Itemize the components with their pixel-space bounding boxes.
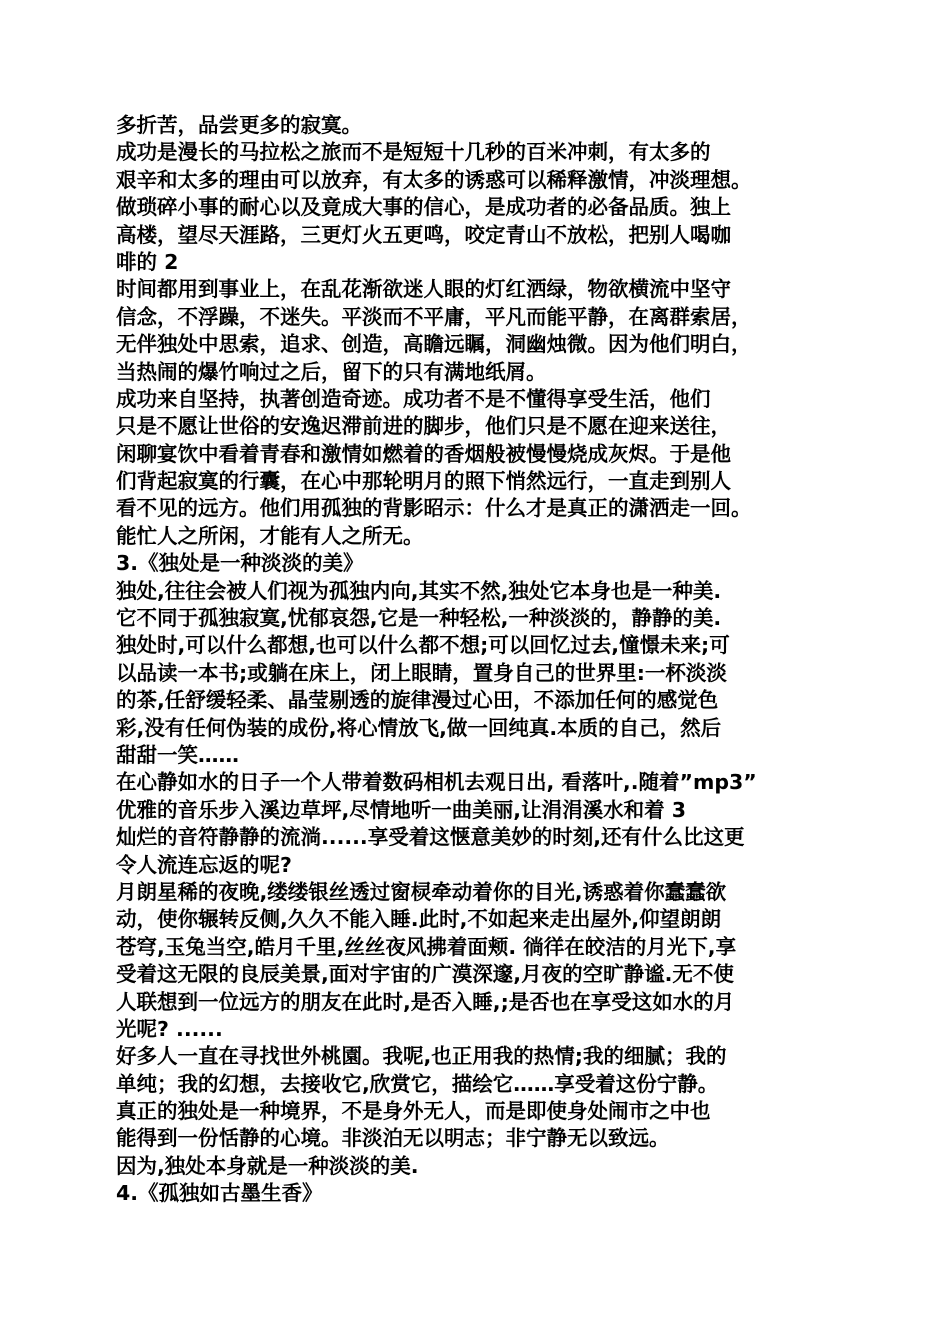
- text-line: 能得到一份恬静的心境。非淡泊无以明志；非宁静无以致远。: [116, 1126, 670, 1151]
- text-line: 的茶,任舒缓轻柔、晶莹剔透的旋律漫过心田，不添加任何的感觉色: [116, 688, 719, 713]
- text-line: 动，使你辗转反侧,久久不能入睡.此时,不如起来走出屋外,仰望朗朗: [116, 907, 722, 932]
- text-line: 无伴独处中思索，追求、创造，高瞻远瞩，洞幽烛微。因为他们明白，: [116, 332, 752, 357]
- text-line: 当热闹的爆竹响过之后，留下的只有满地纸屑。: [116, 359, 547, 384]
- text-line: 甜甜一笑……: [116, 742, 239, 767]
- text-line: 月朗星稀的夜晚,缕缕银丝透过窗棂牵动着你的目光,诱惑着你蠢蠢欲: [116, 879, 727, 904]
- text-line: 们背起寂寞的行囊，在心中那轮明月的照下悄然远行，一直走到别人: [116, 469, 731, 494]
- text-line: 只是不愿让世俗的安逸迟滞前进的脚步，他们只是不愿在迎来送往，: [116, 414, 731, 439]
- text-line: 时间都用到事业上，在乱花渐欲迷人眼的灯红洒绿，物欲横流中坚守: [116, 277, 731, 302]
- section-heading: 4.《孤独如古墨生香》: [116, 1181, 323, 1206]
- text-line: 人联想到一位远方的朋友在此时,是否入睡,;是否也在享受这如水的月: [116, 989, 735, 1014]
- text-line: 令人流连忘返的呢?: [116, 852, 292, 877]
- text-line: 优雅的音乐步入溪边草坪,尽情地听一曲美丽,让涓涓溪水和着 3: [116, 797, 686, 822]
- text-line: 光呢? ......: [116, 1016, 223, 1041]
- text-line: 单纯；我的幻想，去接收它,欣赏它，描绘它……享受着这份宁静。: [116, 1071, 719, 1096]
- text-line: 独处时,可以什么都想,也可以什么都不想;可以回忆过去,憧憬未来;可: [116, 633, 730, 658]
- document-page: [116, 112, 846, 1208]
- text-line: 它不同于孤独寂寞,忧郁哀怨,它是一种轻松,一种淡淡的，静静的美.: [116, 606, 722, 631]
- text-line: 灿烂的音符静静的流淌......享受着这惬意美妙的时刻,还有什么比这更: [116, 825, 745, 850]
- text-line: 真正的独处是一种境界，不是身外无人，而是即使身处闹市之中也: [116, 1099, 711, 1124]
- text-line: 受着这无限的良辰美景,面对宇宙的广漠深邃,月夜的空旷静谧.无不使: [116, 962, 734, 987]
- text-line: 做琐碎小事的耐心以及竟成大事的信心，是成功者的必备品质。独上: [116, 195, 731, 220]
- text-line: 成功来自坚持，执著创造奇迹。成功者不是不懂得享受生活，他们: [116, 386, 711, 411]
- text-line: 独处,往往会被人们视为孤独内向,其实不然,独处它本身也是一种美.: [116, 578, 722, 603]
- text-line: 啡的 2: [116, 249, 179, 274]
- text-line: 成功是漫长的马拉松之旅而不是短短十几秒的百米冲刺，有太多的: [116, 140, 711, 165]
- text-line: 苍穹,玉兔当空,皓月千里,丝丝夜风拂着面颊. 徜徉在皎洁的月光下,享: [116, 934, 737, 959]
- text-line: 高楼，望尽天涯路，三更灯火五更鸣，咬定青山不放松，把别人喝咖: [116, 222, 731, 247]
- text-line: 看不见的远方。他们用孤独的背影昭示：什么才是真正的潇洒走一回。: [116, 496, 752, 521]
- text-line: 艰辛和太多的理由可以放弃，有太多的诱惑可以稀释激情，冲淡理想。: [116, 167, 752, 192]
- text-line: 多折苦，品尝更多的寂寞。: [116, 113, 362, 137]
- text-line: 信念，不浮躁，不迷失。平淡而不平庸，平凡而能平静，在离群索居，: [116, 304, 752, 329]
- text-line: 彩,没有任何伪装的成份,将心情放飞,做一回纯真.本质的自己，然后: [116, 715, 722, 740]
- text-line: 在心静如水的日子一个人带着数码相机去观日出, 看落叶,.随着”mp3”: [116, 770, 757, 795]
- text-line: 以品读一本书;或躺在床上，闭上眼睛，置身自己的世界里:一杯淡淡: [116, 660, 727, 685]
- text-line: 闲聊宴饮中看着青春和激情如燃着的香烟般被慢慢烧成灰烬。于是他: [116, 441, 731, 466]
- text-line: 好多人一直在寻找世外桃園。我呢,也正用我的热情;我的细腻；我的: [116, 1044, 727, 1069]
- section-heading: 3.《独处是一种淡淡的美》: [116, 551, 364, 576]
- text-line: 因为,独处本身就是一种淡淡的美.: [116, 1153, 419, 1178]
- text-line: 能忙人之所闲，才能有人之所无。: [116, 523, 424, 548]
